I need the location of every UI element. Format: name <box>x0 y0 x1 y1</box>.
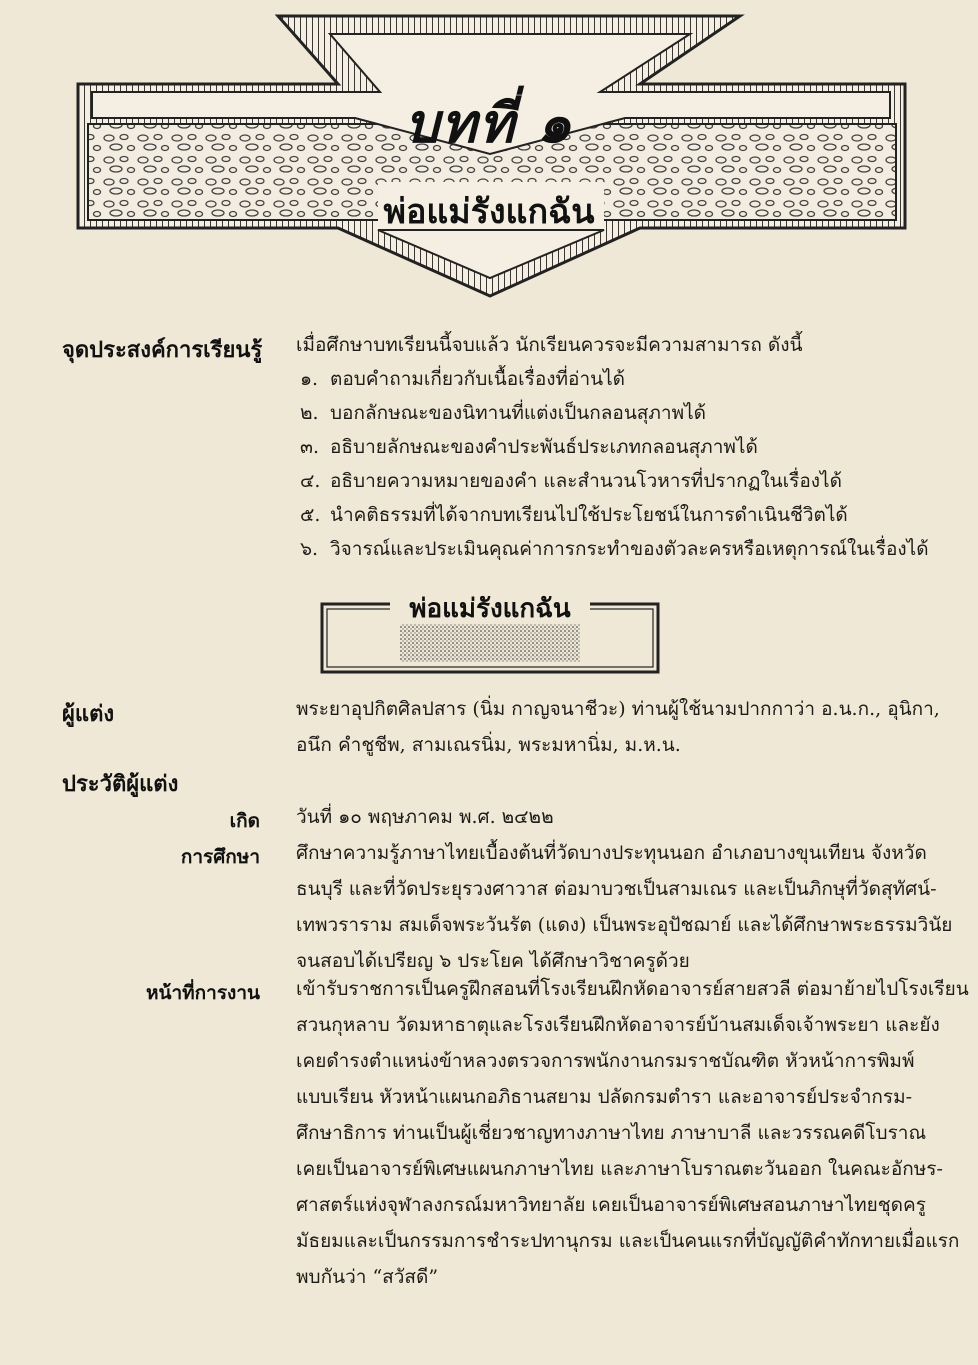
work-line: ศาสตร์แห่งจุฬาลงกรณ์มหาวิทยาลัย เคยเป็นอาจารย์พิเศษสอนภาษาไทยชุดครู <box>296 1194 926 1216</box>
work-line: แบบเรียน หัวหน้าแผนกอภิธานสยาม ปลัดกรมตำรา และอาจารย์ประจำกรม- <box>296 1086 913 1108</box>
work-line: เข้ารับราชการเป็นครูฝึกสอนที่โรงเรียนฝึกหัดอาจารย์สายสวลี ต่อมาย้ายไปโรงเรียน <box>296 978 969 1000</box>
work-line: สวนกุหลาบ วัดมหาธาตุและโรงเรียนฝึกหัดอาจารย์บ้านสมเด็จเจ้าพระยา และยัง <box>296 1014 940 1036</box>
work-line: มัธยมและเป็นกรรมการชำระปทานุกรม และเป็นคนแรกที่บัญญัติคำทักทายเมื่อแรก <box>296 1230 960 1252</box>
story-box-title: พ่อแม่รังแกฉัน <box>409 594 571 624</box>
born-label: เกิด <box>229 810 260 832</box>
education-line: ธนบุรี และที่วัดประยุรวงศาวาส ต่อมาบวชเป็นสามเณร และเป็นภิกษุที่วัดสุทัศน์- <box>296 878 937 900</box>
author-label: ผู้แต่ง <box>62 702 115 727</box>
objectives-list <box>300 362 929 566</box>
education-line: จนสอบได้เปรียญ ๖ ประโยค ได้ศึกษาวิชาครูด้วย <box>296 950 690 972</box>
education-line: เทพวราราม สมเด็จพระวันรัต (แดง) เป็นพระอุปัชฌาย์ และได้ศึกษาพระธรรมวินัย <box>296 914 953 936</box>
biography-label: ประวัติผู้แต่ง <box>62 772 179 797</box>
list-item: ๑. ตอบคำถามเกี่ยวกับเนื้อเรื่องที่อ่านได้ <box>300 368 626 390</box>
education-line: ศึกษาความรู้ภาษาไทยเบื้องต้นที่วัดบางประทุนนอก อำเภอบางขุนเทียน จังหวัด <box>296 842 927 864</box>
work-line: เคยดำรงตำแหน่งข้าหลวงตรวจการพนักงานกรมราชบัณฑิต หัวหน้าการพิมพ์ <box>296 1050 915 1072</box>
story-title: พ่อแม่รังแกฉัน <box>383 192 595 232</box>
objectives-label: จุดประสงค์การเรียนรู้ <box>62 338 263 363</box>
work-line: พบกันว่า “สวัสดี” <box>296 1266 439 1288</box>
work-line: ศึกษาธิการ ท่านเป็นผู้เชี่ยวชาญทางภาษาไทย ภาษาบาลี และวรรณคดีโบราณ <box>296 1122 927 1144</box>
author-line: พระยาอุปกิตศิลปสาร (นิ่ม กาญจนาชีวะ) ท่านผู้ใช้นามปากกาว่า อ.น.ก., อุนิกา, <box>296 698 940 720</box>
list-item: ๖. วิจารณ์และประเมินคุณค่าการกระทำของตัวละครหรือเหตุการณ์ในเรื่องได้ <box>300 538 929 560</box>
objectives-intro: เมื่อศึกษาบทเรียนนี้จบแล้ว นักเรียนควรจะมีความสามารถ ดังนี้ <box>296 334 803 356</box>
author-line: อนึก คำชูชีพ, สามเณรนิ่ม, พระมหานิ่ม, ม.ห.น. <box>296 734 681 756</box>
list-item: ๒. บอกลักษณะของนิทานที่แต่งเป็นกลอนสุภาพได้ <box>300 402 707 424</box>
chapter-banner <box>0 0 978 300</box>
education-label: การศึกษา <box>180 846 260 868</box>
born-text: วันที่ ๑๐ พฤษภาคม พ.ศ. ๒๔๒๒ <box>296 806 554 828</box>
list-item: ๓. อธิบายลักษณะของคำประพันธ์ประเภทกลอนสุภาพได้ <box>300 436 758 458</box>
work-line: เคยเป็นอาจารย์พิเศษแผนกภาษาไทย และภาษาโบราณตะวันออก ในคณะอักษร- <box>296 1158 943 1180</box>
list-item: ๔. อธิบายความหมายของคำ และสำนวนโวหารที่ปรากฏในเรื่องได้ <box>300 470 842 492</box>
chapter-title: บทที่ ๑ <box>404 91 574 155</box>
work-label: หน้าที่การงาน <box>145 982 260 1004</box>
list-item: ๕. นำคติธรรมที่ได้จากบทเรียนไปใช้ประโยชน์ในการดำเนินชีวิตได้ <box>300 504 848 526</box>
